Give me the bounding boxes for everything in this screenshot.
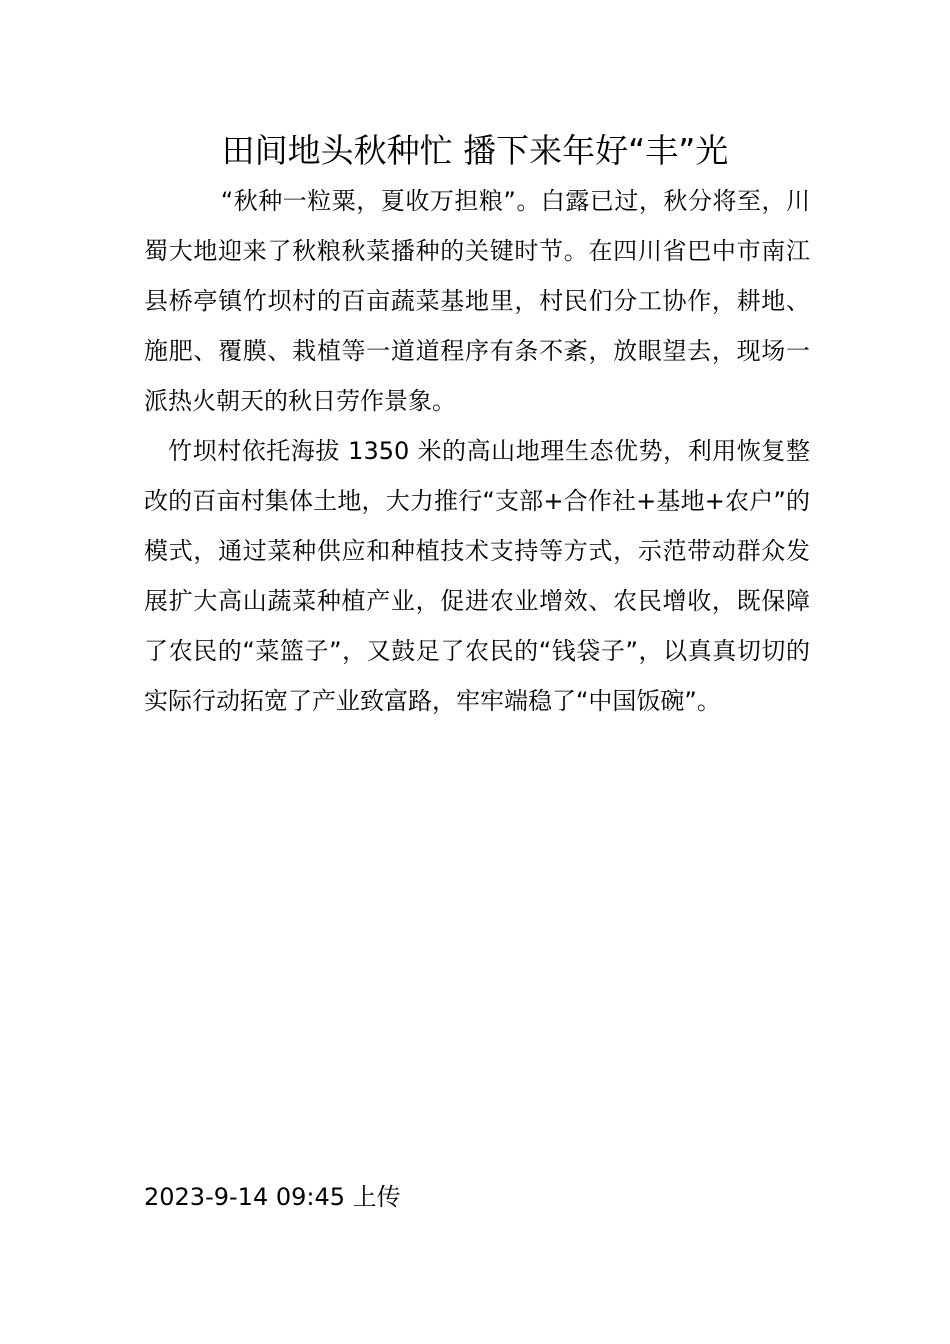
paragraph-1: “秋种一粒粟，夏收万担粮”。白露已过，秋分将至，川蜀大地迎来了秋粮秋菜播种的关键时节。在四川省巴中市南江县桥亭镇竹坝村的百亩蔬菜基地里，村民们分工协作，耕地、施肥、覆膜、栽植等一道道程序有条不紊，放眼望去，现场一派热火朝天的秋日劳作景象。: [144, 187, 810, 415]
article-body: [144, 176, 810, 726]
upload-timestamp: 2023-9-14 09:45 上传: [144, 1183, 401, 1211]
paragraph-2: 竹坝村依托海拔 1350 米的高山地理生态优势，利用恢复整改的百亩村集体土地，大力推行“支部+合作社+基地+农户”的模式，通过菜种供应和种植技术支持等方式，示范带动群众发展扩大高山蔬菜种植产业，促进农业增效、农民增收，既保障了农民的“菜篮子”，又鼓足了农民的“钱袋子”，以真真切切的实际行动拓宽了产业致富路，牢牢端稳了“中国饭碗”。: [144, 437, 810, 715]
article-title: 田间地头秋种忙 播下来年好“丰”光: [221, 131, 729, 170]
